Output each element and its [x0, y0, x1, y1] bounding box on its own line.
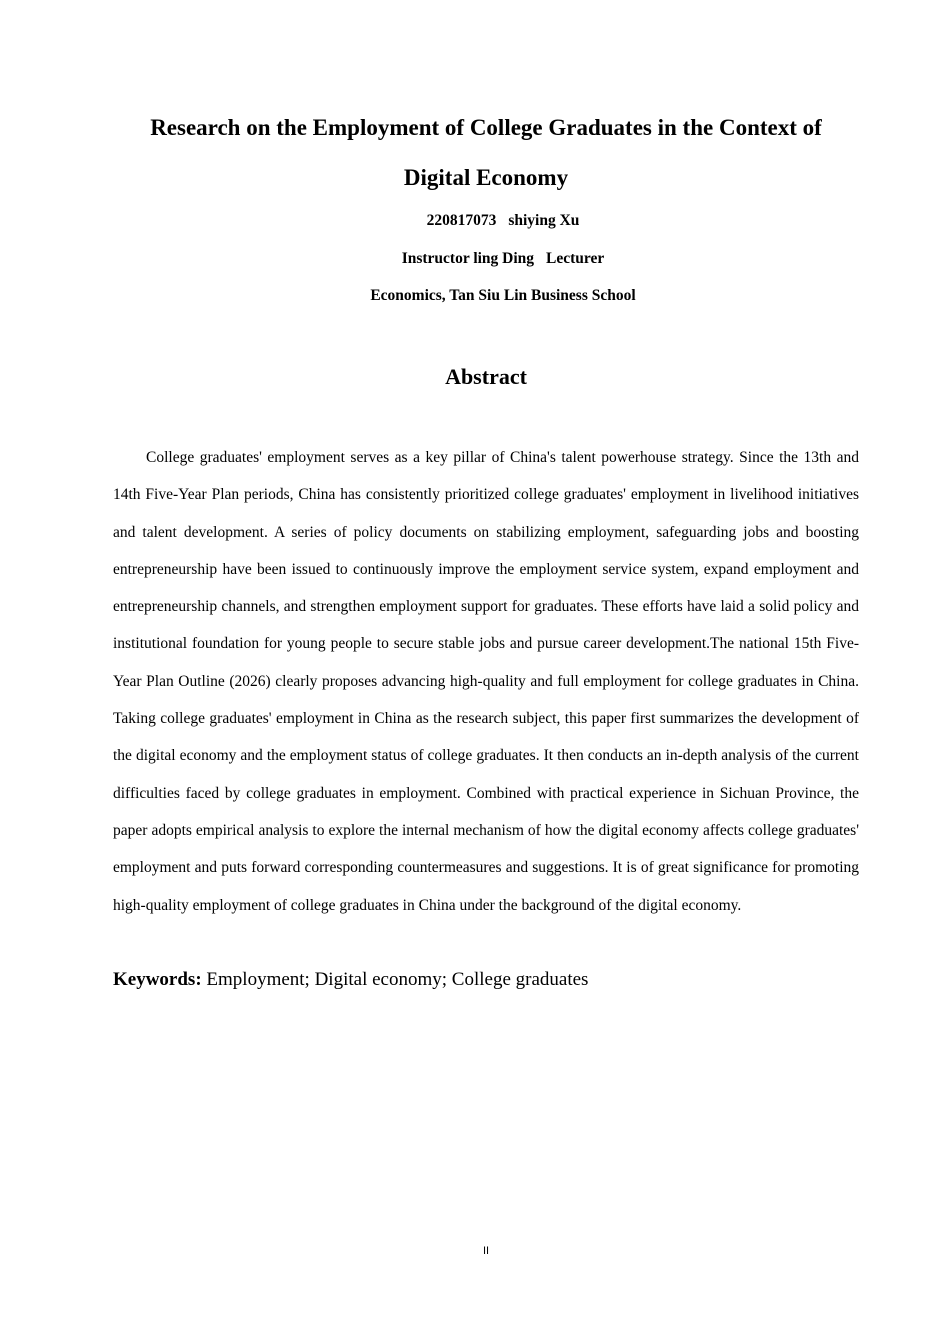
keywords-label: Keywords:	[113, 969, 202, 990]
abstract-heading: Abstract	[445, 364, 527, 389]
department-line	[113, 286, 893, 306]
instructor-line	[113, 249, 893, 269]
department: Economics, Tan Siu Lin Business School	[370, 287, 636, 304]
instructor-title: Lecturer	[546, 250, 605, 267]
keywords-value: Employment; Digital economy; College graduates	[206, 969, 589, 990]
page-number: II	[482, 1245, 490, 1257]
student-id: 220817073	[426, 212, 497, 229]
keywords-line	[113, 966, 859, 994]
abstract-body: College graduates' employment serves as a key pillar of China's talent powerhouse strategy. Since the 13th and 14th Five-Year Plan periods, China has consistently prioritized college graduates' employment in livelihood initiatives and talent development. A series of policy documents on stabilizing employment, safeguarding jobs and boosting entrepreneurship have been issued to continuously improve the employment service system, expand employment and entrepreneurship channels, and strengthen employment support for graduates. These efforts have laid a solid policy and institutional foundation for young people to secure stable jobs and pursue career development.The national 15th Five-Year Plan Outline (2026) clearly proposes advancing high-quality and full employment for college graduates in China. Taking college graduates' employment in China as the research subject, this paper first summarizes the development of the digital economy and the employment status of college graduates. It then conducts an in-depth analysis of the current difficulties faced by college graduates in employment. Combined with practical experience in Sichuan Province, the paper adopts empirical analysis to explore the internal mechanism of how the digital economy affects college graduates' employment and puts forward corresponding countermeasures and suggestions. It is of great significance for promoting high-quality employment of college graduates in China under the background of the digital economy.	[113, 449, 859, 914]
instructor-name: Instructor ling Ding	[401, 250, 535, 267]
author-line	[113, 211, 893, 231]
paper-title-line-2: Digital Economy	[403, 165, 569, 190]
student-name: shiying Xu	[508, 212, 580, 229]
paper-title	[113, 103, 859, 203]
paper-title-line-1: Research on the Employment of College Graduates in the Context of	[150, 115, 822, 140]
